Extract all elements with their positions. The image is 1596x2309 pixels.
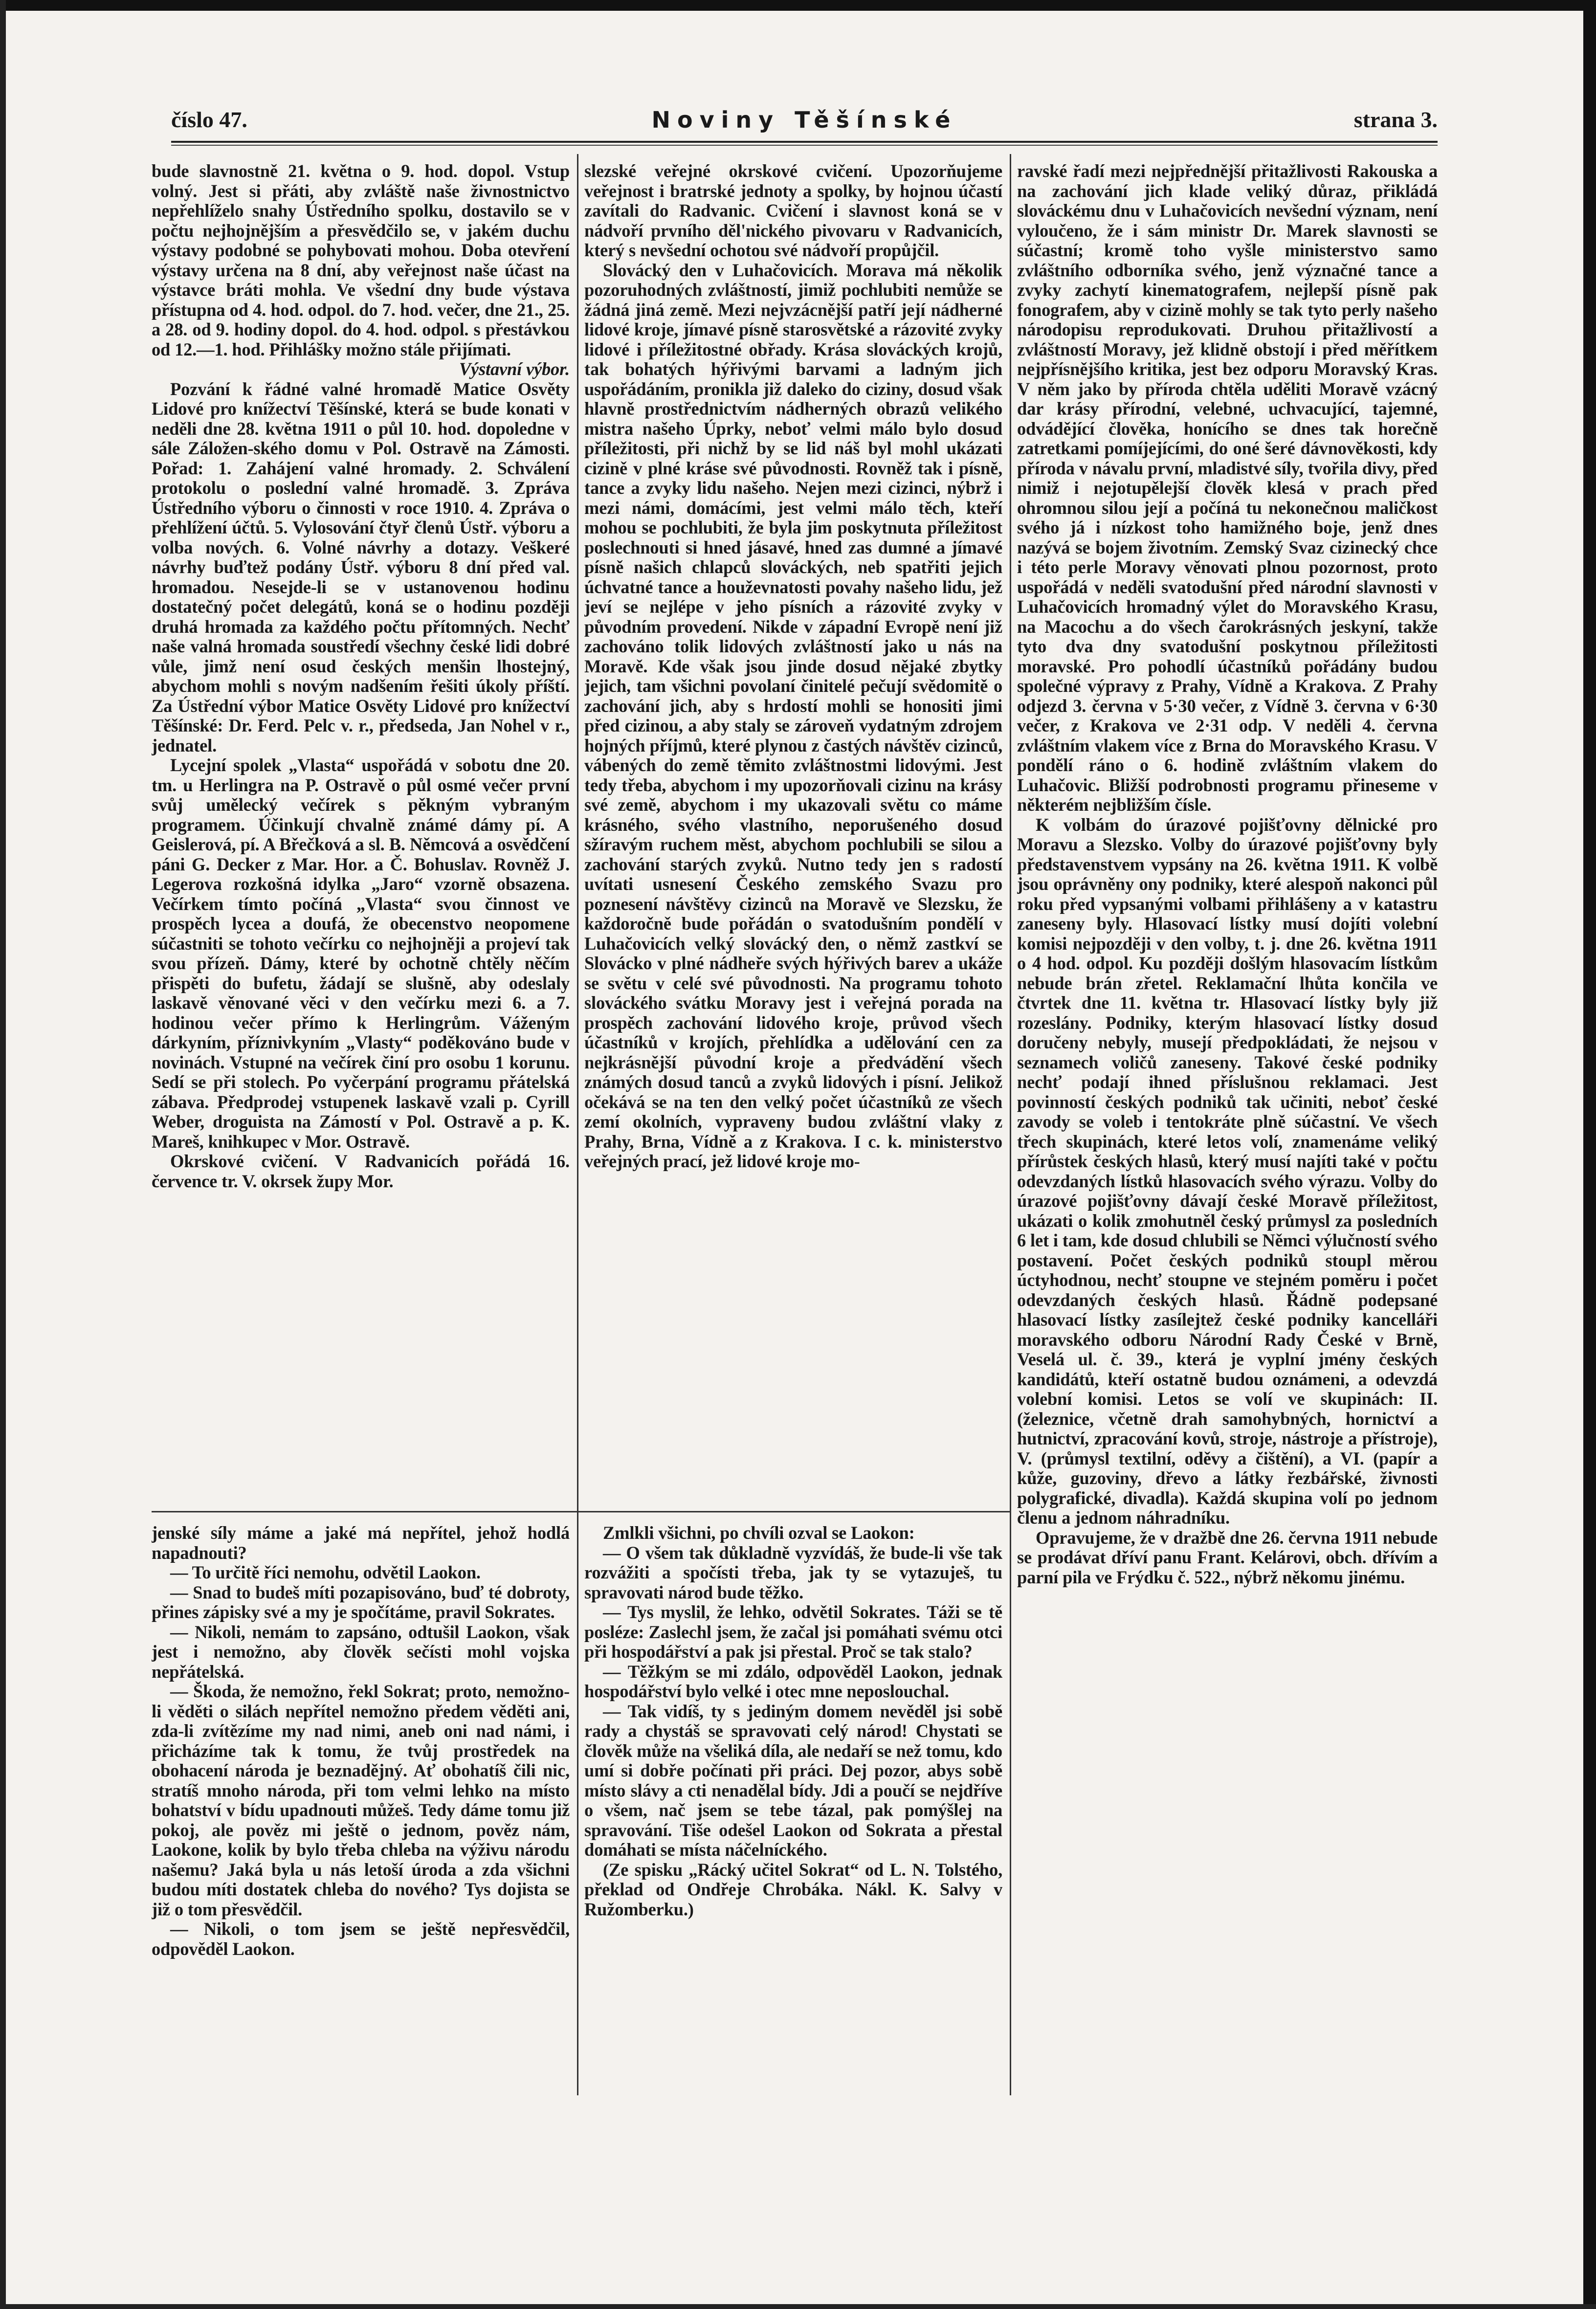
column-3 bbox=[1017, 161, 1438, 2098]
article-matice-invitation: Pozvání k řádné valné hromadě Matice Osvěty Lidové pro knížectví Těšínské, která se bude konati v neděli dne 28. května 1911 o půl 10. hod. dopoledne v sále Záložen-ského domu v Pol. Ostravě na Zámosti. Pořad: 1. Zahájení valné hromady. 2. Schválení protokolu o poslední valné hromadě. 3. Zpráva Ústředního výboru o činnosti v roce 1910. 4. Zpráva o přehlížení účtů. 5. Vylosování čtyř členů Ústř. výboru a volba nových. 6. Volné návrhy a dotazy. Veškeré návrhy buďtež podány Ústř. výboru 8 dní před val. hromadou. Nesejde-li se v ustanovenou hodinu dostatečný počet delegátů, koná se o hodinu později druhá hromada za každého počtu přítomných. Nechť naše valná hromada soustředí všechny české lidi dobré vůle, jimž není osud českých menšin lhostejný, abychom mohli s novým nadšením řešiti úkoly příští. Za Ústřední výbor Matice Osvěty Lidové pro knížectví Těšínské: Dr. Ferd. Pelc v. r., předseda, Jan Nohel v r., jednatel. bbox=[152, 378, 570, 755]
dialogue-line: — Škoda, že nemožno, řekl Sokrat; proto, nemožno-li věděti o silách nepřítel nemožno předem věděti ani, zda-li zvítězíme my nad nimi, aneb oni nad námi, i přicházíme tak k tomu, že tvůj prostředek na obohacení národa je beznadějný. Ať obohatíš čili nic, stratíš mnoho národa, při tom velmi lehko na místo bohatství v bídu upadnouti můžeš. Tedy dáme tomu již pokoj, ale pověz mi ještě o jednom, pověz nám, Laokone, kolik by bylo třeba chleba na výživu národu našemu? Jaká byla u nás letoší úroda a zda všichni budou míti dostatek chleba do nového? Tys dojista se již o tom přesvědčil. bbox=[152, 1681, 570, 1919]
newspaper-title: Noviny Těšínské bbox=[651, 107, 957, 133]
dialogue-line: — O všem tak důkladně vyzvídáš, že bude-li vše tak rozvážiti a spočísti třeba, jak ty se vytazuješ, tu spravovati národ bude těžko. bbox=[584, 1542, 1002, 1602]
dialogue-line: — To určitě říci nemohu, odvětil Laokon. bbox=[170, 1562, 481, 1582]
feuilleton-column-2 bbox=[584, 1523, 1002, 2110]
scan-edge-left bbox=[0, 0, 6, 2309]
article-urazova-pojistovna: K volbám do úrazové pojišťovny dělnické pro Moravu a Slezsko. Volby do úrazové pojišťovny byly představenstvem vypsány na 26. května 1911. K volbě jsou oprávněny ony podniky, které alespoň nakonci půl roku před vypsanými volbami přihlášeny a v katastru zaneseny byly. Hlasovací lístky musí dojíti volební komisi nejpozději v den volby, t. j. dne 26. května 1911 o 4 hod. odpol. Ku později došlým hlasovacím lístkům nebude brán zřetel. Reklamační lhůta končila ve čtvrtek dne 11. května tr. Hlasovací lístky byly již rozeslány. Podniky, kterým hlasovací lístky dosud doručeny nebyly, musejí předpokládati, že nejsou v seznamech voličů zaneseny. Takové české podniky nechť podají ihned příslušnou reklamaci. Jest povinností českých podniků tak učiniti, neboť české zavody se voleb i tentokráte plně súčastní. Ve všech třech skupinách, které letos volí, znamenáme veliký přírůstek českých hlasů, který musí najíti také v počtu odevzdaných lístků hlasovacích svého výrazu. Volby do úrazové pojišťovny dávají české Moravě příležitost, ukázati o kolik zmohutněl český průmysl za posledních 6 let i tam, kde dosud chlubili se Němci výlučností svého postavení. Počet českých podniků stoupl měrou úctyhodnou, nechť stoupne ve stejném poměru i počet odevzdaných českých hlasů. Řádně podepsané hlasovací lístky zasílejtež české podniky kancelláři moravského odboru Národní Rady České v Brně, Veselá ul. č. 39., která je vyplní jmény českých kandidátů, kteří ostatně budou oznámeni, a odevzdá volební komisi. Letos se volí ve skupinách: II. (železnice, včetně drah samohybných, hornictví a hutnictví, zpracování kovů, stroje, nástroje a přístroje), V. (průmysl textilní, oděvy a čištění), a VI. (papír a kůže, guzoviny, dřevo a látky řezbářské, živnosti polygrafické, divadla). Každá skupina volí po jednom členu a jednom náhradníku. bbox=[1017, 814, 1438, 1528]
dialogue-line: jenské síly máme a jaké má nepřítel, jehož hodlá napadnouti? bbox=[152, 1523, 570, 1563]
feuilleton-divider bbox=[152, 1511, 1010, 1512]
article-slovacky-den: Slovácký den v Luhačovicích. Morava má několik pozoruhodných zvláštností, jimiž pochlubiti nemůže se žádná jiná země. Mezi nejvzácnější patří její nádherné lidové kroje, jímavé písně starosvětské a rázovité zvyky lidové i příležitostné obřady. Krása slováckých krojů, tak bohatých hýřivými barvami a ladným jich uspořádáním, pronikla již daleko do ciziny, dosud však hlavně prostřednictvím nádherných obrazů velikého mistra našeho Úprky, neboť velmi málo bylo dosud příležitosti, při nichž by se lid náš byl mohl ukázati cizině v plné kráse své původnosti. Rovněž tak i písně, tance a zvyky lidu našeho. Nejen mezi cizinci, nýbrž i mezi námi, domácími, jest velmi málo těch, kteří mohou se pochlubiti, že byla jim poskytnuta příležitost poslechnouti si hned jásavé, hned zas dumné a jímavé písně našich chlapců slováckých, neb spatřiti jejich úchvatné tance a houževnatosti povahy našeho lidu, jež jeví se nejlépe v jeho písních a rázovité zvyky v původním provedení. Nikde v západní Evropě není již zachováno tolik lidových zvláštností jako u nás na Moravě. Kde však jsou jinde dosud nějaké zbytky jejich, tam všichni povolaní činitelé pečují svědomitě o zachování jich, aby s hrdostí mohli se honositi jimi před cizinou, a aby staly se zároveň vydatným zdrojem hojných příjmů, které plynou z častých návštěv cizinců, vábených do země těmito zvláštnostmi lidovými. Jest tedy třeba, abychom i my upozorňovali cizinu na krásy své země, abychom i my ukazovali světu co máme krásného, svého vlastního, neporušeného dosud sžíravým ruchem měst, abychom pochlubili se silou a zachování starých zvyků. Nutno tedy jen s radostí uvítati usnesení Českého zemského Svazu pro poznesení návštěvy cizinců na Moravě ve Slezsku, že každoročně bude pořádán o svatodušním pondělí v Luhačovicích velký slovácký den, o němž zastkví se Slovácko v plné nádheře svých hýřivých barev a ukáže se světu v celé své původnosti. Na programu tohoto slováckého svátku Moravy jest i veřejná porada na prospěch zachování lidového kroje, průvod všech účastníků v krojích, přehlídka a udělování cen za nejkrásnější původní kroje a předvádění všech známých dosud tanců a zvyků lidových i písní. Jelikož očekává se na ten den velký počet účastníků ze všech zemí okolních, vypraveny budou zvláštní vlaky z Prahy, Brna, Vídně a z Krakova. I c. k. ministerstvo veřejných prací, jež lidové kroje mo- bbox=[584, 260, 1002, 1171]
header-rule-thin bbox=[171, 145, 1438, 146]
column-divider-2 bbox=[1010, 154, 1011, 2095]
dialogue-line: — Nikoli, o tom jsem se ještě nepřesvědčil, odpověděl Laokon. bbox=[152, 1919, 570, 1959]
dialogue-line: — Snad to budeš míti pozapisováno, buď té dobroty, přines zápisky své a my je spočítáme, pravil Sokrates. bbox=[152, 1582, 570, 1622]
masthead bbox=[171, 105, 1438, 139]
feuilleton-column-1 bbox=[152, 1523, 570, 2110]
article-okrsek-start: Okrskové cvičení. V Radvanicích pořádá 16. července tr. V. okrsek župy Mor. bbox=[152, 1151, 570, 1191]
article-slovacky-den-cont: ravské řadí mezi nejpřednější přitažlivosti Rakouska a na zachování jich klade veliký důraz, přikládá slováckému dnu v Luhačovicích nevšední význam, není vyloučeno, že i sám ministr Dr. Marek slavnosti se súčastní; kromě toho vyšle ministerstvo samo zvláštního odborníka svého, jenž význačné tance a zvyky zachytí kinematografem, nejlepší písně pak fonografem, aby v cizině mohly se tak tyto perly našeho národopisu reprodukovati. Druhou přitažlivostí a zvláštností Moravy, jež klidně obstojí i před měřítkem nejpřísnějšího kritika, jest bez odporu Moravský Kras. V něm jako by příroda chtěla uděliti Moravě vzácný dar krásy přírodní, velebné, uchvacující, tajemné, odvádějící člověka, honícího se dnes tak horečně zatretkami pomíjejícími, do oné šeré dávnověkosti, kdy příroda v návalu první, mladistvé síly, tvořila divy, před nimiž i nejotupělejší člověk klesá v prach před ohromnou silou její a počíná tu nekonečnou maličkost svého já i nízkost toho hamižného boje, jenž dnes nazývá se bojem životním. Zemský Svaz cizinecký chce i této perle Moravy věnovati plnou pozornost, proto uspořádá v neděli svatodušní před národní slavnosti v Luhačovicích hromadný výlet do Moravského Krasu, na Macochu a do všech čarokrásných jeskyní, takže tyto dva dny svatodušní poskytnou příležitosti moravské. Pro pohodlí účastníků pořádány budou společné výpravy z Prahy, Vídně a Krakova. Z Prahy odjezd 3. června v 5·30 večer, z Vídně 3. června v 6·30 večer, z Krakova ve 2·31 odp. V neděli 4. června zvláštním vlakem více z Brna do Moravského Krasu. V pondělí ráno o 6. hodině zvláštním vlakem do Luhačovic. Bližší podrobnosti programu přineseme v některém nejbližším čísle. bbox=[1017, 161, 1438, 815]
scan-edge-bottom bbox=[0, 2304, 1596, 2309]
column-divider-1 bbox=[577, 154, 578, 2095]
dialogue-line: Zmlkli všichni, po chvíli ozval se Laokon: bbox=[603, 1523, 915, 1543]
column-1 bbox=[152, 161, 570, 1506]
header-rule bbox=[171, 141, 1438, 143]
issue-number: číslo 47. bbox=[171, 107, 247, 132]
article-vlasta: Lycejní spolek „Vlasta“ uspořádá v sobotu dne 20. tm. u Herlingra na P. Ostravě o půl osmé večer první svůj umělecký večírek s pěkným vybraným programem. Účinkují chvalně známé dámy pí. A Geislerová, pí. A Břečková a sl. B. Němcová a osvědčení páni G. Decker z Mar. Hor. a Č. Bohuslav. Rovněž J. Legerova rozkošná idylka „Jaro“ vzorně obsazena. Večírkem tímto počíná „Vlasta“ svou činnost ve prospěch lycea a doufá, že obecenstvo neopomene súčastniti se tohoto večírku co nejhojněji a projeví tak svou přízeň. Dámy, které by ochotně chtěly něčím přispěti do bufetu, žádají se slušně, aby odeslaly laskavě věnované věci v den večírku mezi 6. a 7. hodinou večer přímo k Herlingrům. Váženým dárkyním, příznivkyním „Vlasty“ poděkováno bude v novinách. Vstupné na večírek činí pro osobu 1 korunu. Sedí se při stolech. Po vyčerpání programu přátelská zábava. Předprodej vstupenek laskavě vzali p. Cyrill Weber, droguista na Zámostí v Pol. Ostravě a p. K. Mareš, knihkupec v Mor. Ostravě. bbox=[152, 755, 570, 1152]
scan-edge-right bbox=[1583, 0, 1596, 2309]
scan-edge-top bbox=[0, 0, 1596, 11]
dialogue-line: — Těžkým se mi zdálo, odpověděl Laokon, jednak hospodářství bylo velké i otec mne neposlouchal. bbox=[584, 1661, 1002, 1701]
dialogue-line: — Tys myslil, že lehko, odvětil Sokrates. Táži se tě posléze: Zaslechl jsem, že začal jsi pomáhati svému otci při hospodářství a pak jsi přestal. Proč se tak stalo? bbox=[584, 1602, 1002, 1662]
article-signature: Výstavní výbor. bbox=[459, 359, 570, 379]
dialogue-line: — Nikoli, nemám to zapsáno, odtušil Laokon, však jest i nemožno, aby člověk sečísti mohl vojska nepřátelská. bbox=[152, 1621, 570, 1682]
article-exhibition: bude slavnostně 21. května o 9. hod. dopol. Vstup volný. Jest si přáti, aby zvláště naše živnostnictvo nepřehlíželo snahy Ústředního spolku, dostavilo se v počtu nejhojnějším a přesvědčilo se, v jakém duchu výstavy podobné se pohybovati mohou. Doba otevření výstavy určena na 8 dní, aby veřejnost naše účast na výstavce bráti mohla. Ve všední dny bude výstava přístupna od 4. hod. odpol. do 7. hod. večer, dne 21., 25. a 28. od 9. hodiny dopol. do 4. hod. odpol. s přestávkou od 12.—1. hod. Přihlášky možno stále přijímati. bbox=[152, 161, 570, 359]
page-number: strana 3. bbox=[1353, 107, 1438, 132]
column-2 bbox=[584, 161, 1002, 1506]
dialogue-line: — Tak vidíš, ty s jediným domem nevěděl jsi sobě rady a chystáš se spravovati celý národ! Chystati se člověk může na všeliká díla, ale nedaří se než tomu, kdo umí si dobře počínati při práci. Dej pozor, abys sobě místo slávy a cti nenadělal bídy. Jdi a poučí se nejdříve o všem, nač jsem se tebe tázal, pak pomýšlej na spravování. Tiše odešel Laokon od Sokrata a přestal domáhati se místa náčelníckého. bbox=[584, 1701, 1002, 1860]
article-oprava: Opravujeme, že v dražbě dne 26. června 1911 nebude se prodávat dříví panu Frant. Kelárovi, obch. dřívím a parní pila ve Frýdku č. 522., nýbrž někomu jinému. bbox=[1017, 1527, 1438, 1587]
article-okrsek-cont: slezské veřejné okrskové cvičení. Upozorňujeme veřejnost i bratrské jednoty a spolky, by hojnou účastí zavítali do Radvanic. Cvičení i slavnost koná se v nádvoří prvního děl'nického pivovaru v Radvanicích, který s nevšední ochotou své nádvoří propůjčil. bbox=[584, 161, 1002, 260]
source-citation: (Ze spisku „Rácký učitel Sokrat“ od L. N. Tolstého, překlad od Ondřeje Chrobáka. Nákl. K. Salvy v Ružomberku.) bbox=[584, 1859, 1002, 1919]
